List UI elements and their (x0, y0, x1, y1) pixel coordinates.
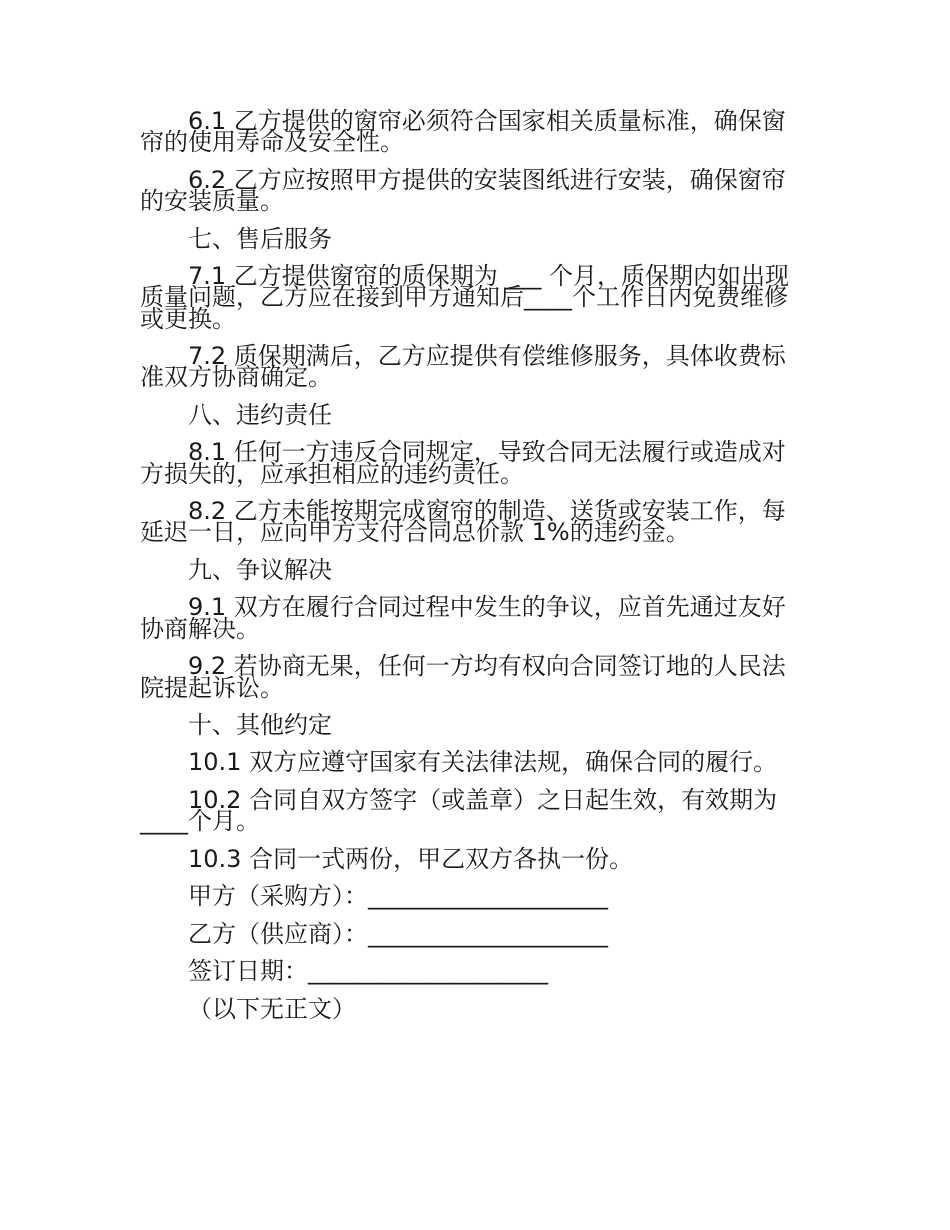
section-heading-text: 十、其他约定 (188, 711, 332, 739)
signature-line: 乙方（供应商）：____________________ (188, 919, 608, 948)
paragraph-line: 7.1 乙方提供窗帘的质保期为 ___ 个月，质保期内如出现 (188, 262, 790, 291)
section-heading-breach (140, 400, 840, 429)
signature-party-a (140, 882, 840, 911)
document-body (140, 107, 840, 1036)
section-heading-other (140, 711, 840, 739)
clause-7-1 (140, 262, 840, 333)
section-heading-text: 七、售后服务 (188, 224, 332, 253)
clause-7-2 (140, 342, 840, 392)
signing-date-line: 签订日期：____________________ (188, 957, 548, 986)
paragraph-line: 10.3 合同一式两份，甲乙双方各执一份。 (188, 844, 634, 873)
clause-8-1 (140, 438, 840, 488)
paragraph-line: 8.1 任何一方违反合同规定，导致合同无法履行或造成对 (188, 438, 786, 467)
paragraph-line: 质量问题，乙方应在接到甲方通知后____个工作日内免费维修 (140, 283, 788, 312)
section-heading-dispute (140, 555, 840, 584)
paragraph-line: 6.1 乙方提供的窗帘必须符合国家相关质量标准，确保窗 (188, 107, 786, 135)
paragraph-line: 7.2 质保期满后，乙方应提供有偿维修服务，具体收费标 (188, 342, 786, 371)
paragraph-line: 院提起诉讼。 (140, 673, 284, 702)
clause-6-1 (140, 107, 840, 157)
paragraph-line: 准双方协商确定。 (140, 363, 332, 392)
paragraph-line: 帘的使用寿命及安全性。 (140, 128, 404, 157)
clause-6-2 (140, 165, 840, 216)
signature-party-b (140, 919, 840, 948)
clause-10-2 (140, 785, 840, 836)
section-heading-text: 八、违约责任 (188, 400, 332, 429)
clause-9-2 (140, 652, 840, 702)
signing-date (140, 957, 840, 986)
paragraph-line: 或更换。 (140, 304, 236, 333)
section-heading-after-sales (140, 224, 840, 253)
paragraph-line: 6.2 乙方应按照甲方提供的安装图纸进行安装，确保窗帘 (188, 165, 786, 194)
clause-10-3 (140, 844, 840, 873)
paragraph-line: ____个月。 (140, 807, 260, 836)
end-of-text-note (140, 994, 840, 1023)
clause-10-1 (140, 748, 840, 777)
signature-line: 甲方（采购方）：____________________ (188, 882, 608, 911)
end-note-text: （以下无正文） (188, 994, 356, 1023)
clause-9-1 (140, 593, 840, 643)
paragraph-line: 方损失的，应承担相应的违约责任。 (140, 459, 524, 488)
paragraph-line: 8.2 乙方未能按期完成窗帘的制造、送货或安装工作，每 (188, 497, 786, 526)
paragraph-line: 9.2 若协商无果，任何一方均有权向合同签订地的人民法 (188, 652, 786, 681)
paragraph-line: 的安装质量。 (140, 187, 284, 216)
paragraph-line: 10.1 双方应遵守国家有关法律法规，确保合同的履行。 (188, 748, 778, 777)
section-heading-text: 九、争议解决 (188, 555, 332, 584)
paragraph-line: 9.1 双方在履行合同过程中发生的争议，应首先通过友好 (188, 593, 786, 622)
paragraph-line: 延迟一日，应向甲方支付合同总价款 1%的违约金。 (140, 518, 690, 547)
clause-8-2 (140, 497, 840, 547)
paragraph-line: 协商解决。 (140, 614, 260, 643)
paragraph-line: 10.2 合同自双方签字（或盖章）之日起生效，有效期为 (188, 785, 778, 814)
